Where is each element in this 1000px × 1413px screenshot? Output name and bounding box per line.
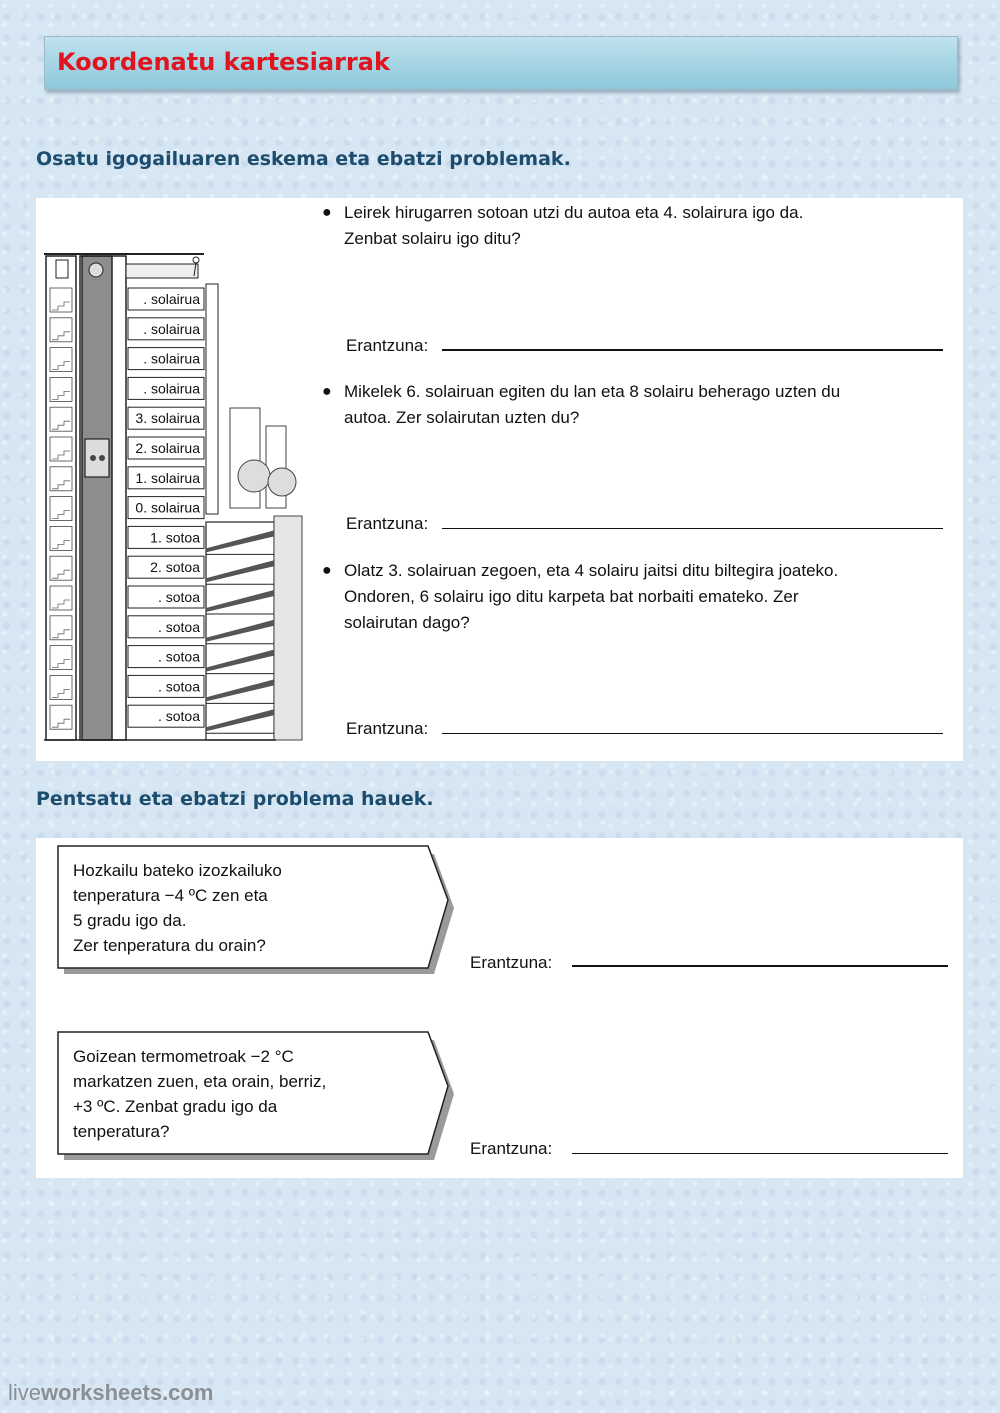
- answer-label-3: Erantzuna:: [346, 719, 429, 738]
- question-3: ● Olatz 3. solairuan zegoen, eta 4 solairu jaitsi ditu biltegira joateko. Ondoren, 6 solairu igo ditu karpeta bat norbaiti emateko. Zer solairutan dago?: [344, 558, 944, 636]
- stair-room: [50, 377, 72, 401]
- floor-label: . sotoa: [157, 589, 200, 605]
- floor-label: . sotoa: [157, 618, 200, 635]
- problem-2-text: Goizean termometroak −2 °C markatzen zuen, eta orain, berriz, +3 ºC. Zenbat gradu igo da tenperatura?: [73, 1047, 327, 1141]
- footer-brand[interactable]: liveworksheets.com: [8, 1380, 214, 1405]
- elevator-cabin: [85, 439, 109, 477]
- floor-label: 1. solairua: [135, 469, 200, 486]
- building-illustration: [44, 246, 314, 751]
- stair-room: [50, 467, 72, 491]
- floor-label: . sotoa: [157, 648, 200, 665]
- answer-line-2[interactable]: [442, 528, 943, 529]
- stair-room: [50, 705, 72, 729]
- bullet-icon: ●: [322, 383, 332, 400]
- floor-labels: [128, 288, 204, 727]
- problem-2-answer-line[interactable]: [572, 1153, 948, 1154]
- answer-line-1[interactable]: [442, 349, 943, 351]
- stair-room: [50, 407, 72, 431]
- floor-label: . solairua: [143, 350, 200, 367]
- question-2: ● Mikelek 6. solairuan egiten du lan eta 8 solairu beherago uzten du autoa. Zer solairutan uzten du?: [344, 379, 944, 431]
- floor-label: 0. solairua: [135, 499, 200, 516]
- floor-label: . solairua: [143, 291, 200, 307]
- problem-2-answer-label: Erantzuna:: [470, 1139, 553, 1158]
- problem-1-answer-label: Erantzuna:: [470, 953, 553, 972]
- problem-1-answer-line[interactable]: [572, 965, 948, 967]
- left-stair-rooms: [50, 288, 72, 729]
- floor-label: 2. sotoa: [150, 559, 200, 576]
- floor-label: . solairua: [143, 320, 200, 337]
- stair-room: [50, 348, 72, 372]
- stair-room: [50, 497, 72, 521]
- floor-label: . sotoa: [157, 708, 200, 725]
- answer-label-1: Erantzuna:: [346, 336, 429, 355]
- page-title: Koordenatu kartesiarrak: [57, 48, 390, 76]
- bullet-icon: ●: [322, 562, 332, 579]
- problem-1-text: Hozkailu bateko izozkailuko tenperatura −4 ºC zen eta 5 gradu igo da. Zer tenperatura du orain?: [73, 861, 282, 955]
- stair-room: [50, 526, 72, 550]
- stair-room: [50, 288, 72, 312]
- floor-label: 2. solairua: [135, 440, 200, 456]
- title-bar: [44, 36, 958, 90]
- elevator-panel: [36, 198, 963, 761]
- bullet-icon: ●: [322, 204, 332, 221]
- floor-label: 1. sotoa: [150, 529, 200, 546]
- floor-label: . solairua: [143, 380, 200, 397]
- stair-room: [50, 616, 72, 640]
- stair-room: [50, 437, 72, 461]
- floor-label: 3. solairua: [135, 410, 200, 427]
- section1-heading: Osatu igogailuaren eskema eta ebatzi problemak.: [36, 148, 571, 170]
- answer-label-2: Erantzuna:: [346, 514, 429, 533]
- answer-line-3[interactable]: [442, 733, 943, 734]
- stair-room: [50, 318, 72, 342]
- stair-room: [50, 646, 72, 670]
- temperature-panel: [36, 838, 963, 1178]
- stair-room: [50, 586, 72, 610]
- floor-label: . sotoa: [157, 678, 200, 695]
- section2-heading: Pentsatu eta ebatzi problema hauek.: [36, 788, 434, 810]
- stair-room: [50, 675, 72, 699]
- question-1: ● Leirek hirugarren sotoan utzi du autoa eta 4. solairura igo da. Zenbat solairu igo ditu?: [344, 200, 944, 252]
- stair-room: [50, 556, 72, 580]
